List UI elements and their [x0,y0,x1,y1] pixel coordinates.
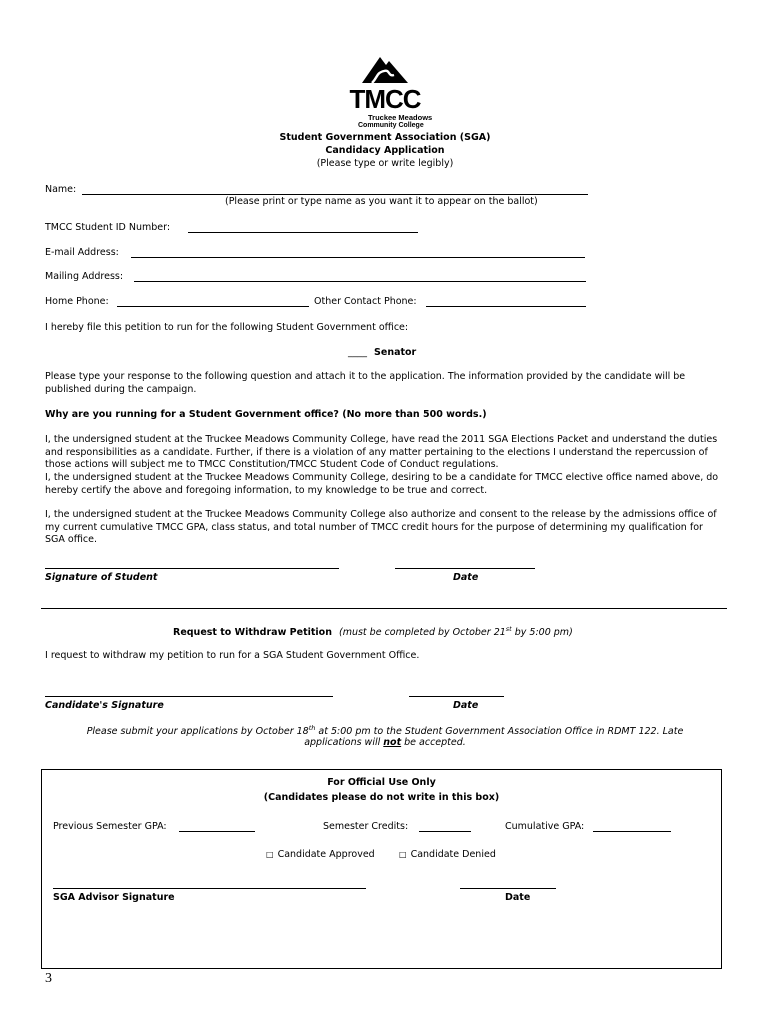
advisor-date-line[interactable] [460,888,556,889]
submission-notice-line1: Please submit your applications by October 18th at 5:00 pm to the Student Government Association Office in RDMT 122. Late [86,724,684,738]
email-field[interactable] [131,257,585,258]
logo-brand: TMCC [349,84,421,114]
advisor-signature-line[interactable] [53,888,366,889]
certification-paragraph-2: I, the undersigned student at the Truckee Meadows Community College, desiring to be a candidate for TMCC elective office named above, do hereby certify the above and foregoing information, to my knowledge to be true and correct. [45,472,719,496]
official-use-subtitle: (Candidates please do not write in this box) [263,792,500,803]
withdraw-request-text: I request to withdraw my petition to run for a SGA Student Government Office. [45,650,420,661]
student-signature-label: Signature of Student [45,572,158,583]
name-hint: (Please print or type name as you want it to appear on the ballot) [225,196,538,207]
form-title-1: Student Government Association (SGA) [279,132,491,143]
advisor-date-label: Date [505,892,531,903]
withdraw-deadline: (must be completed by October 21st by 5:00 pm) [339,625,573,639]
office-selection[interactable] [348,347,416,358]
certification-paragraph-1: I, the undersigned student at the Truckee Meadows Community College, have read the 2011 SGA Elections Packet and understand the duties and responsibilities as a candidate. Further, if there is a violation of any matter pertaining to the elections I understand the repercussion of those actions will subject me to TMCC Constitution/TMCC Student Code of Conduct regulations. [45,434,718,471]
other-phone-label: Other Contact Phone: [314,296,417,307]
home-phone-field[interactable] [117,306,309,307]
form-subtitle: (Please type or write legibly) [316,158,454,169]
candidate-date-line[interactable] [409,696,504,697]
submission-notice-line2: applications will not be accepted. [304,737,466,748]
student-signature-line[interactable] [45,568,339,569]
mailing-address-field[interactable] [134,281,586,282]
tmcc-logo [340,53,433,131]
mailing-address-label: Mailing Address: [45,271,124,282]
checkbox-icon[interactable]: □ [399,850,407,859]
essay-question: Why are you running for a Student Government office? (No more than 500 words.) [45,409,487,420]
official-use-box [41,769,722,969]
section-divider [41,608,727,609]
cumulative-gpa-label: Cumulative GPA: [505,821,585,832]
denied-label: Candidate Denied [410,849,496,860]
home-phone-label: Home Phone: [45,296,109,307]
office-senator: Senator [374,347,417,358]
student-id-field[interactable] [188,232,418,233]
student-date-line[interactable] [395,568,535,569]
petition-statement: I hereby file this petition to run for the following Student Government office: [45,322,409,333]
cumulative-gpa-field[interactable] [593,831,671,832]
other-phone-field[interactable] [426,306,586,307]
name-label: Name: [45,184,77,195]
logo-line1: Truckee Meadows [368,113,433,122]
prev-gpa-label: Previous Semester GPA: [53,821,167,832]
prev-gpa-field[interactable] [179,831,255,832]
mountain-logo-icon [360,53,410,85]
page-number: 3 [45,971,52,986]
withdraw-title: Request to Withdraw Petition [173,627,332,639]
semester-credits-field[interactable] [419,831,471,832]
official-use-title: For Official Use Only [327,777,436,788]
checkbox-icon[interactable]: □ [266,850,274,859]
semester-credits-label: Semester Credits: [323,821,409,832]
advisor-signature-label: SGA Advisor Signature [53,892,175,903]
candidate-date-label: Date [453,700,479,711]
form-title-2: Candidacy Application [325,145,445,156]
candidate-denied-option[interactable] [399,849,496,860]
logo-line2: Community College [358,122,424,129]
withdraw-heading [173,625,573,638]
approved-label: Candidate Approved [277,849,375,860]
candidate-signature-line[interactable] [45,696,333,697]
candidate-approved-option[interactable] [266,849,375,860]
office-checkbox-blank[interactable]: ____ [348,347,367,358]
response-instructions: Please type your response to the following question and attach it to the application. The information provided by the candidate will be published during the campaign. [45,371,686,395]
student-id-label: TMCC Student ID Number: [45,222,171,233]
email-label: E-mail Address: [45,247,119,258]
candidate-signature-label: Candidate's Signature [45,700,164,711]
consent-paragraph: I, the undersigned student at the Truckee Meadows Community College also authorize and consent to the release by the admissions office of my current cumulative TMCC GPA, class status, and total number of TMCC credit hours for the purpose of determining my qualification for SGA office. [45,509,717,546]
name-field[interactable] [82,194,588,195]
student-date-label: Date [453,572,479,583]
